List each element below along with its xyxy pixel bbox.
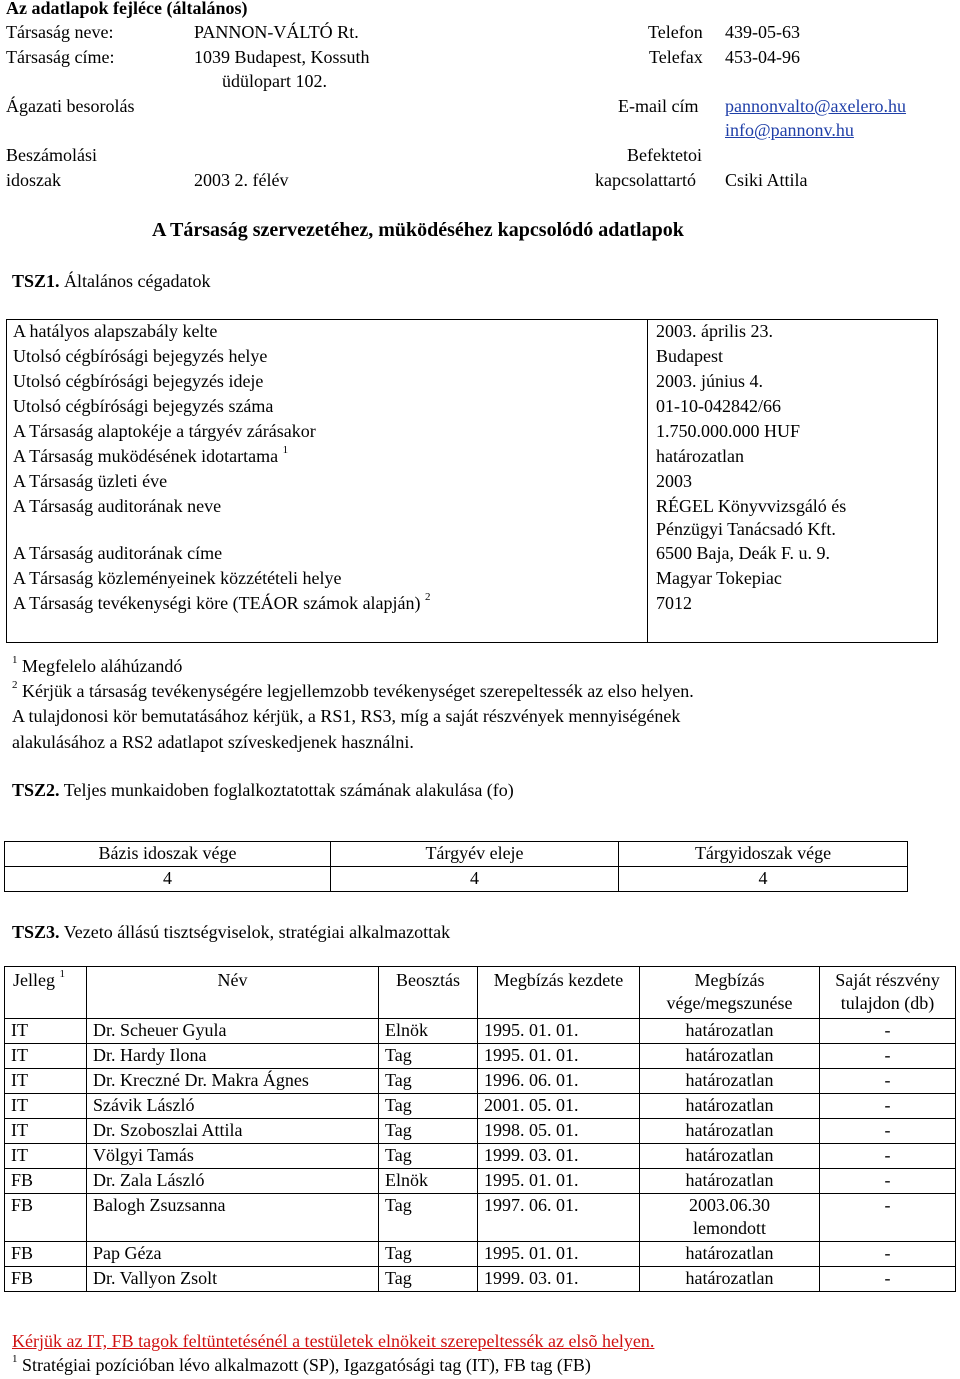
address-line2: üdülopart 102. (222, 71, 327, 91)
tsz3-end: határozatlan (640, 1118, 820, 1143)
period-label-line2: idoszak (6, 170, 61, 190)
tsz2-value-period-end: 4 (619, 867, 908, 892)
tsz3-name: Völgyi Tamás (87, 1143, 379, 1168)
tsz3-row (5, 1093, 956, 1118)
contact-label-line1: Befektetoi (627, 145, 702, 165)
tsz3-type: IT (5, 1068, 87, 1093)
tsz3-type: IT (5, 1143, 87, 1168)
tsz3-type: IT (5, 1093, 87, 1118)
tsz3-end: határozatlan (640, 1168, 820, 1193)
fax-label: Telefax (649, 47, 703, 67)
tsz3-start: 1998. 05. 01. (478, 1118, 640, 1143)
tsz3-header-end: Megbízás vége/megszunése (640, 967, 820, 1019)
period-label-line1: Beszámolási (6, 145, 97, 165)
fax-value: 453-04-96 (725, 47, 800, 67)
tsz3-table (4, 966, 956, 1292)
tsz2-value-year-start: 4 (331, 867, 619, 892)
tsz2-header-period-end: Tárgyidoszak vége (619, 842, 908, 867)
tsz3-shares: - (820, 1168, 956, 1193)
tsz1-code: TSZ1. (12, 271, 60, 291)
tsz3-end: határozatlan (640, 1241, 820, 1266)
tsz3-position: Tag (379, 1143, 478, 1168)
tsz1-value: 2003. június 4. (648, 370, 938, 395)
tsz3-type: FB (5, 1168, 87, 1193)
tsz1-row (7, 445, 938, 470)
tsz1-row (7, 370, 938, 395)
tsz3-row (5, 1168, 956, 1193)
tsz3-name: Dr. Zala László (87, 1168, 379, 1193)
tsz1-label: A Társaság alaptokéje a tárgyév zárásakor (13, 421, 316, 441)
tsz3-header-name: Név (87, 967, 379, 1019)
tsz3-header-shares: Saját részvény tulajdon (db) (820, 967, 956, 1019)
tsz1-footnote2 (12, 680, 694, 703)
tsz3-footnote (12, 1354, 591, 1377)
tsz1-value: 6500 Baja, Deák F. u. 9. (648, 542, 938, 567)
tsz3-header-type: Jelleg $^1$ (5, 967, 87, 1019)
tsz1-label: Utolsó cégbírósági bejegyzés helye (13, 346, 268, 366)
tsz1-value: RÉGEL Könyvvizsgáló és Pénzügyi Tanácsadó Kft. (648, 495, 938, 542)
tsz3-name: Dr. Szoboszlai Attila (87, 1118, 379, 1143)
tsz1-row (7, 395, 938, 420)
tsz3-footnote-text: Stratégiai pozícióban lévo alkalmazott (SP), Igazgatósági tag (IT), FB tag (FB) (22, 1355, 591, 1375)
email-link-1[interactable]: pannonvalto@axelero.hu (725, 96, 907, 116)
tsz3-code: TSZ3. (12, 922, 60, 942)
tsz1-label: A Társaság közleményeinek közzétételi helye (13, 567, 342, 588)
tsz2-header-row (5, 842, 908, 867)
footnote1-mark: 1 (12, 654, 18, 666)
tsz2-header-base: Bázis idoszak vége (5, 842, 331, 867)
tsz1-value: 7012 (648, 592, 938, 643)
tsz3-end: határozatlan (640, 1143, 820, 1168)
tsz3-shares: - (820, 1143, 956, 1168)
tsz3-shares: - (820, 1068, 956, 1093)
tsz3-title: Vezeto állású tisztségviselok, stratégiai alkalmazottak (63, 922, 451, 942)
tsz3-type: FB (5, 1266, 87, 1291)
tsz1-footnote1 (12, 655, 182, 678)
tsz3-name: Szávik László (87, 1093, 379, 1118)
tsz3-end: 2003.06.30 lemondott (640, 1193, 820, 1241)
tsz1-label: A hatályos alapszabály kelte (13, 321, 218, 341)
footnote2-mark: 2 (12, 679, 18, 691)
tsz3-shares: - (820, 1118, 956, 1143)
ownership-note-line1: A tulajdonosi kör bemutatásához kérjük, a RS1, RS3, míg a saját részvények mennyiségének (12, 706, 681, 726)
tsz1-label: Utolsó cégbírósági bejegyzés száma (13, 396, 274, 416)
tsz3-start: 1999. 03. 01. (478, 1266, 640, 1291)
tsz1-value: 1.750.000.000 HUF (648, 420, 938, 445)
company-name-label: Társaság neve: (6, 22, 114, 42)
tsz3-start: 1995. 01. 01. (478, 1043, 640, 1068)
tsz1-row (7, 592, 938, 643)
email-link-2[interactable]: info@pannonv.hu (725, 120, 854, 140)
tsz1-label: Utolsó cégbírósági bejegyzés ideje (13, 371, 264, 391)
tsz1-label: A Társaság auditorának címe (13, 542, 223, 563)
tsz3-shares: - (820, 1193, 956, 1241)
contact-label-line2: kapcsolattartó (595, 170, 696, 190)
tsz3-row (5, 1068, 956, 1093)
tsz1-label: A Társaság muködésének idotartama $^1$ (13, 444, 289, 466)
tsz3-type: IT (5, 1043, 87, 1068)
tsz3-start: 1999. 03. 01. (478, 1143, 640, 1168)
tsz3-position: Elnök (379, 1168, 478, 1193)
tsz3-position: Tag (379, 1193, 478, 1241)
tsz3-name: Dr. Vallyon Zsolt (87, 1266, 379, 1291)
tsz3-position: Tag (379, 1043, 478, 1068)
tsz1-heading (12, 270, 210, 293)
tsz3-position: Elnök (379, 1018, 478, 1043)
phone-value: 439-05-63 (725, 22, 800, 42)
tsz2-value-row (5, 867, 908, 892)
tsz3-header-row (5, 967, 956, 1019)
section-title: A Társaság szervezetéhez, müködéséhez kapcsolódó adatlapok (152, 219, 684, 241)
tsz3-row (5, 1043, 956, 1068)
address-line1: 1039 Budapest, Kossuth (194, 47, 370, 67)
tsz1-value: határozatlan (648, 445, 938, 470)
tsz1-table (6, 319, 938, 643)
footnote1-text: Megfelelo aláhúzandó (22, 656, 183, 676)
tsz1-row (7, 320, 938, 346)
tsz1-title: Általános cégadatok (64, 271, 211, 291)
tsz2-header-year-start: Tárgyév eleje (331, 842, 619, 867)
tsz1-row (7, 567, 938, 592)
tsz3-row (5, 1143, 956, 1168)
tsz3-shares: - (820, 1043, 956, 1068)
sector-label: Ágazati besorolás (6, 96, 135, 116)
ownership-note-line2: alakulásához a RS2 adatlapot szíveskedjenek használni. (12, 732, 414, 752)
tsz1-row (7, 420, 938, 445)
tsz1-value: 2003. április 23. (648, 320, 938, 346)
address-label: Társaság címe: (6, 47, 115, 67)
tsz3-position: Tag (379, 1241, 478, 1266)
tsz3-shares: - (820, 1241, 956, 1266)
tsz3-type: IT (5, 1118, 87, 1143)
tsz3-shares: - (820, 1266, 956, 1291)
tsz1-row (7, 345, 938, 370)
tsz3-type: IT (5, 1018, 87, 1043)
tsz3-name: Dr. Scheuer Gyula (87, 1018, 379, 1043)
tsz3-row (5, 1193, 956, 1241)
tsz3-shares: - (820, 1093, 956, 1118)
tsz2-code: TSZ2. (12, 780, 60, 800)
tsz3-position: Tag (379, 1118, 478, 1143)
tsz1-value: Budapest (648, 345, 938, 370)
tsz1-label: A Társaság auditorának neve (13, 496, 222, 516)
tsz3-footnote-mark: 1 (12, 1353, 18, 1365)
tsz3-end: határozatlan (640, 1093, 820, 1118)
contact-value: Csiki Attila (725, 170, 808, 190)
tsz2-title: Teljes munkaidoben foglalkoztatottak számának alakulása (fo) (63, 780, 514, 800)
period-value: 2003 2. félév (194, 170, 289, 190)
tsz3-row (5, 1018, 956, 1043)
tsz1-label: A Társaság üzleti éve (13, 471, 168, 491)
tsz3-end: határozatlan (640, 1266, 820, 1291)
tsz3-name: Balogh Zsuzsanna (87, 1193, 379, 1241)
tsz3-start: 1995. 01. 01. (478, 1018, 640, 1043)
tsz3-row (5, 1241, 956, 1266)
phone-label: Telefon (648, 22, 703, 42)
tsz3-position: Tag (379, 1266, 478, 1291)
tsz3-row (5, 1118, 956, 1143)
tsz1-value: Magyar Tokepiac (648, 567, 938, 592)
tsz3-name: Pap Géza (87, 1241, 379, 1266)
tsz3-type: FB (5, 1241, 87, 1266)
tsz3-header-start: Megbízás kezdete (478, 967, 640, 1019)
tsz1-value: 01-10-042842/66 (648, 395, 938, 420)
tsz2-heading (12, 779, 514, 802)
tsz3-position: Tag (379, 1093, 478, 1118)
tsz3-type: FB (5, 1193, 87, 1241)
tsz3-header-position: Beosztás (379, 967, 478, 1019)
tsz1-row (7, 470, 938, 495)
header-title: Az adatlapok fejléce (általános) (6, 0, 248, 18)
tsz2-table (4, 841, 908, 892)
tsz3-end: határozatlan (640, 1043, 820, 1068)
red-instruction-note: Kérjük az IT, FB tagok feltüntetésénél a testületek elnökeit szerepeltessék az elsõ helyen. (12, 1331, 655, 1351)
tsz3-name: Dr. Kreczné Dr. Makra Ágnes (87, 1068, 379, 1093)
tsz3-start: 1997. 06. 01. (478, 1193, 640, 1241)
tsz3-end: határozatlan (640, 1018, 820, 1043)
tsz1-row (7, 542, 938, 567)
tsz1-row (7, 495, 938, 542)
tsz3-heading (12, 921, 450, 944)
tsz3-start: 1995. 01. 01. (478, 1168, 640, 1193)
tsz3-start: 1995. 01. 01. (478, 1241, 640, 1266)
tsz3-end: határozatlan (640, 1068, 820, 1093)
tsz3-start: 1996. 06. 01. (478, 1068, 640, 1093)
company-name: PANNON-VÁLTÓ Rt. (194, 22, 359, 42)
tsz3-start: 2001. 05. 01. (478, 1093, 640, 1118)
email-label: E-mail cím (618, 96, 699, 116)
tsz2-value-base: 4 (5, 867, 331, 892)
tsz1-value: 2003 (648, 470, 938, 495)
tsz3-name: Dr. Hardy Ilona (87, 1043, 379, 1068)
footnote2-text: Kérjük a társaság tevékenységére legjellemzobb tevékenységet szerepeltessék az elso helyen. (22, 681, 694, 701)
tsz3-position: Tag (379, 1068, 478, 1093)
tsz1-label: A Társaság tevékenységi köre (TEÁOR számok alapján) $^2$ (13, 590, 431, 613)
tsz3-row (5, 1266, 956, 1291)
tsz3-shares: - (820, 1018, 956, 1043)
